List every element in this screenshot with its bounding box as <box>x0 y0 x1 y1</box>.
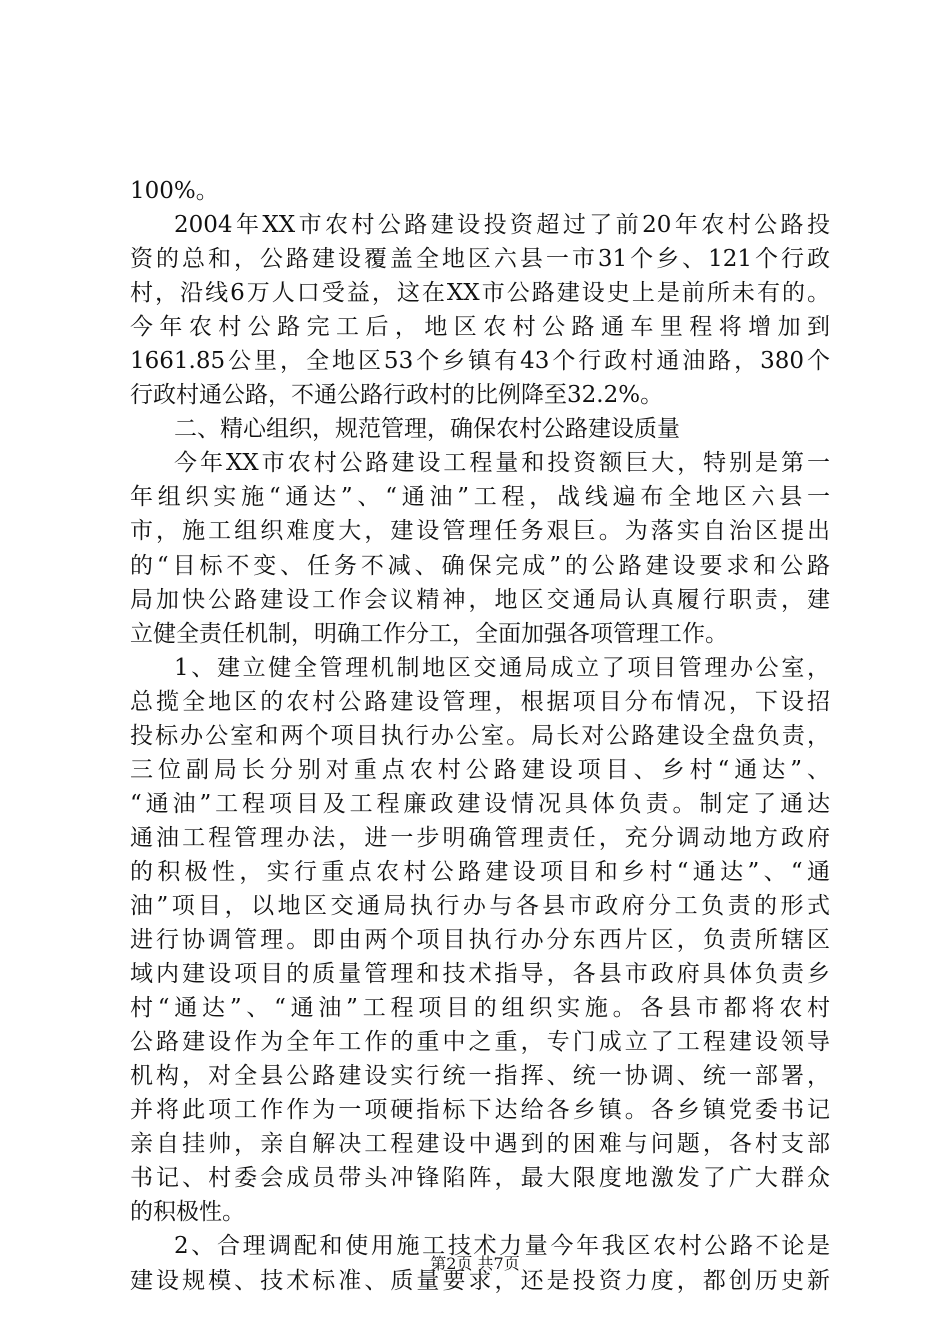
text-line: 的积极性，实行重点农村公路建设项目和乡村“通达”、“通 <box>130 858 830 885</box>
text-line: 通油工程管理办法，进一步明确管理责任，充分调动地方政府 <box>130 824 830 851</box>
text-line: 并将此项工作作为一项硬指标下达给各乡镇。各乡镇党委书记 <box>130 1097 830 1124</box>
paragraph-start-line: 2004年XX市农村公路建设投资超过了前20年农村公路投 <box>174 212 830 239</box>
text-line: 行政村通公路，不通公路行政村的比例降至32.2%。 <box>130 382 664 409</box>
paragraph-start-line: 今年XX市农村公路建设工程量和投资额巨大，特别是第一 <box>174 450 830 477</box>
text-line: 的“目标不变、任务不减、确保完成”的公路建设要求和公路 <box>130 552 830 579</box>
text-line: 年组织实施“通达”、“通油”工程，战线遍布全地区六县一 <box>130 484 830 511</box>
section-heading: 二、精心组织，规范管理，确保农村公路建设质量 <box>174 416 680 443</box>
paragraph-start-line: 2、合理调配和使用施工技术力量今年我区农村公路不论是 <box>174 1233 830 1260</box>
text-line: 1661.85公里，全地区53个乡镇有43个行政村通油路，380个 <box>130 348 830 375</box>
text-line: 100%。 <box>130 178 219 204</box>
text-line: 进行协调管理。即由两个项目执行办分东西片区，负责所辖区 <box>130 927 830 954</box>
text-line: 的积极性。 <box>130 1199 245 1226</box>
paragraph-start-line: 1、建立健全管理机制地区交通局成立了项目管理办公室， <box>174 654 830 681</box>
text-line: 亲自挂帅，亲自解决工程建设中遇到的困难与问题，各村支部 <box>130 1131 830 1158</box>
text-line: 油”项目，以地区交通局执行办与各县市政府分工负责的形式 <box>130 892 830 919</box>
text-line: “通油”工程项目及工程廉政建设情况具体负责。制定了通达 <box>130 790 830 817</box>
page-number-footer: 第2页 共7页 <box>430 1254 520 1273</box>
text-line: 立健全责任机制，明确工作分工，全面加强各项管理工作。 <box>130 620 728 647</box>
text-line: 书记、村委会成员带头冲锋陷阵，最大限度地激发了广大群众 <box>130 1165 830 1192</box>
text-line: 三位副局长分别对重点农村公路建设项目、乡村“通达”、 <box>130 756 830 783</box>
text-line: 今年农村公路完工后，地区农村公路通车里程将增加到 <box>130 314 830 341</box>
body-text <box>130 174 830 1298</box>
text-line: 局加快公路建设工作会议精神，地区交通局认真履行职责，建 <box>130 586 830 613</box>
text-line: 市，施工组织难度大，建设管理任务艰巨。为落实自治区提出 <box>130 518 830 545</box>
text-line: 公路建设作为全年工作的重中之重，专门成立了工程建设领导 <box>130 1029 830 1056</box>
text-line: 村“通达”、“通油”工程项目的组织实施。各县市都将农村 <box>130 995 830 1022</box>
text-line: 机构，对全县公路建设实行统一指挥、统一协调、统一部署， <box>130 1063 830 1090</box>
text-line: 建设规模、技术标准、质量要求，还是投资力度，都创历史新 <box>130 1267 830 1294</box>
text-line: 投标办公室和两个项目执行办公室。局长对公路建设全盘负责， <box>130 722 830 749</box>
text-line: 域内建设项目的质量管理和技术指导，各县市政府具体负责乡 <box>130 961 830 988</box>
text-line: 总揽全地区的农村公路建设管理，根据项目分布情况，下设招 <box>130 688 830 715</box>
text-line: 资的总和，公路建设覆盖全地区六县一市31个乡、121个行政 <box>130 246 830 273</box>
text-line: 村，沿线6万人口受益，这在XX市公路建设史上是前所未有的。 <box>130 280 830 307</box>
